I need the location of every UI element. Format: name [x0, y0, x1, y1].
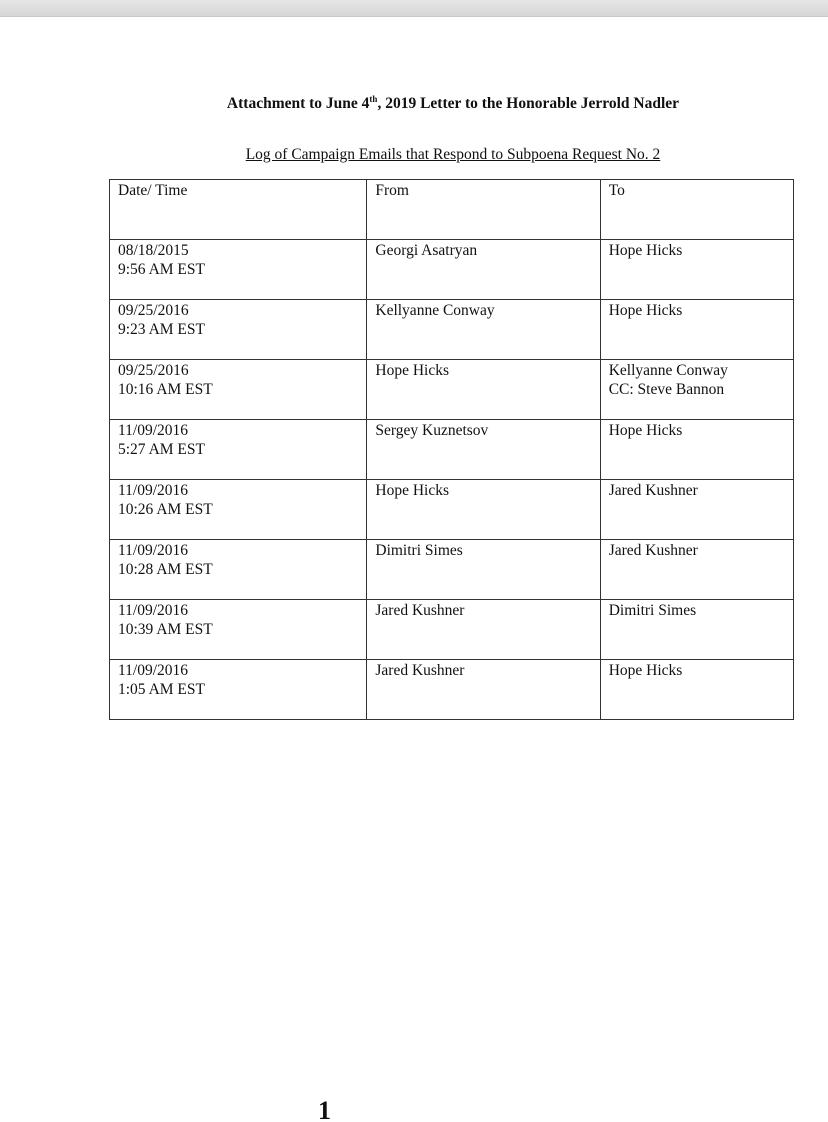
cell-to	[600, 540, 793, 600]
email-time: 10:39 AM EST	[118, 621, 213, 638]
cell-to	[600, 660, 793, 720]
cell-date-time	[110, 600, 367, 660]
email-sender: Sergey Kuznetsov	[375, 422, 489, 439]
viewer-top-bar	[0, 0, 828, 17]
header-date-time: Date/ Time	[110, 180, 367, 240]
document-title	[0, 94, 828, 113]
email-date: 11/09/2016	[118, 542, 189, 559]
title-part-1: Attachment to June 4	[226, 95, 370, 113]
table-row	[110, 540, 794, 600]
cell-from	[367, 600, 600, 660]
email-date: 11/09/2016	[118, 662, 189, 679]
email-recipient: Hope Hicks	[608, 422, 683, 439]
email-recipient: Hope Hicks	[608, 662, 683, 679]
email-sender: Dimitri Simes	[375, 542, 463, 559]
header-from: From	[367, 180, 600, 240]
table-row	[110, 420, 794, 480]
cell-from	[367, 660, 600, 720]
cell-from	[367, 360, 600, 420]
cell-date-time	[110, 480, 367, 540]
cell-to	[600, 420, 793, 480]
email-sender: Georgi Asatryan	[375, 242, 478, 259]
cell-date-time	[110, 420, 367, 480]
table-row	[110, 240, 794, 300]
cell-to	[600, 480, 793, 540]
header-to: To	[600, 180, 793, 240]
cell-to	[600, 300, 793, 360]
title-part-2: , 2019 Letter to the Honorable Jerrold Nadler	[377, 95, 680, 113]
email-time: 10:26 AM EST	[118, 501, 213, 518]
email-sender: Kellyanne Conway	[375, 302, 495, 319]
email-date: 09/25/2016	[118, 362, 189, 379]
cell-from	[367, 420, 600, 480]
table-body	[110, 240, 794, 720]
cell-date-time	[110, 360, 367, 420]
cell-from	[367, 240, 600, 300]
email-date: 08/18/2015	[118, 242, 189, 259]
cell-date-time	[110, 300, 367, 360]
email-time: 9:56 AM EST	[118, 261, 205, 278]
email-time: 10:16 AM EST	[118, 381, 213, 398]
email-sender: Jared Kushner	[375, 602, 465, 619]
email-date: 09/25/2016	[118, 302, 189, 319]
title-superscript: th	[369, 94, 378, 104]
email-date: 11/09/2016	[118, 482, 189, 499]
cell-from	[367, 300, 600, 360]
table-row	[110, 480, 794, 540]
email-recipient: Jared Kushner	[608, 482, 698, 499]
email-time: 5:27 AM EST	[118, 441, 205, 458]
email-log-table	[109, 179, 794, 720]
email-time: 10:28 AM EST	[118, 561, 213, 578]
cell-date-time	[110, 240, 367, 300]
email-recipient: Kellyanne Conway	[608, 362, 728, 379]
email-sender: Hope Hicks	[375, 482, 449, 499]
cell-to	[600, 600, 793, 660]
email-recipient: Dimitri Simes	[608, 602, 697, 619]
email-sender: Hope Hicks	[375, 362, 449, 379]
cell-to	[600, 360, 793, 420]
cell-from	[367, 540, 600, 600]
email-cc: CC: Steve Bannon	[608, 381, 725, 398]
table-row	[110, 360, 794, 420]
document-subtitle: Log of Campaign Emails that Respond to Subpoena Request No. 2	[245, 146, 661, 163]
email-recipient: Hope Hicks	[608, 242, 683, 259]
page-number: 1	[318, 1096, 331, 1122]
cell-to	[600, 240, 793, 300]
email-date: 11/09/2016	[118, 602, 189, 619]
cell-date-time	[110, 660, 367, 720]
email-date: 11/09/2016	[118, 422, 189, 439]
cell-date-time	[110, 540, 367, 600]
email-time: 1:05 AM EST	[118, 681, 205, 698]
email-recipient: Hope Hicks	[608, 302, 683, 319]
table-row	[110, 600, 794, 660]
table-row	[110, 660, 794, 720]
email-recipient: Jared Kushner	[608, 542, 698, 559]
table-row	[110, 300, 794, 360]
cell-from	[367, 480, 600, 540]
email-time: 9:23 AM EST	[118, 321, 205, 338]
email-sender: Jared Kushner	[375, 662, 465, 679]
table-header-row	[110, 180, 794, 240]
